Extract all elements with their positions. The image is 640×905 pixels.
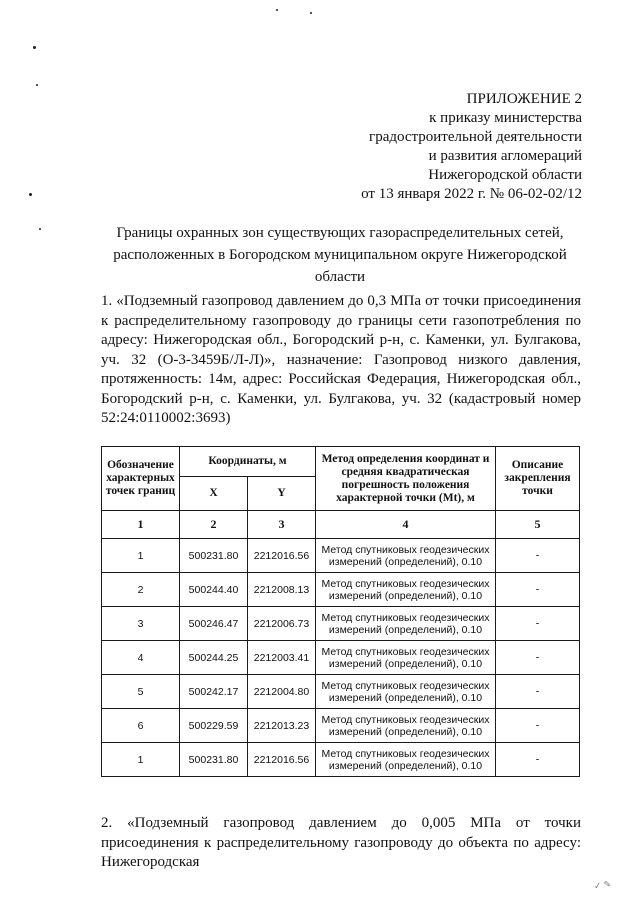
column-number-row	[102, 511, 580, 539]
cell-method: Метод спутниковых геодезических измерений (определений), 0.10	[316, 675, 496, 709]
appendix-line: градостроительной деятельности	[369, 129, 582, 145]
cell-method: Метод спутниковых геодезических измерений (определений), 0.10	[316, 539, 496, 573]
cell-x: 500231.80	[180, 743, 248, 777]
document-title	[100, 222, 580, 288]
table-row	[102, 641, 580, 675]
table-row	[102, 675, 580, 709]
scan-speck	[36, 84, 38, 86]
cell-fixing: -	[496, 743, 580, 777]
column-number: 2	[180, 511, 248, 539]
cell-fixing: -	[496, 709, 580, 743]
table-row	[102, 539, 580, 573]
header-designation: Обозначение характерных точек границ	[102, 447, 180, 511]
header-coordinates: Координаты, м	[180, 447, 316, 477]
cell-fixing: -	[496, 675, 580, 709]
header-method: Метод определения координат и средняя квадратическая погрешность положения характерной точки (Mt), м	[316, 447, 496, 511]
cell-point: 3	[102, 607, 180, 641]
scan-speck	[310, 12, 312, 14]
table-row	[102, 709, 580, 743]
scan-speck	[276, 9, 278, 11]
paragraph-2: 2. «Подземный газопровод давлением до 0,005 МПа от точки присоединения к распределительному газопроводу до объекта по адресу: Нижегородская	[101, 815, 581, 870]
cell-point: 4	[102, 641, 180, 675]
header-fixing: Описание закрепления точки	[496, 447, 580, 511]
title-line: расположенных в Богородском муниципальном округе Нижегородской	[113, 247, 567, 263]
cell-point: 1	[102, 743, 180, 777]
column-number: 3	[248, 511, 316, 539]
column-number: 5	[496, 511, 580, 539]
cell-point: 2	[102, 573, 180, 607]
cell-method: Метод спутниковых геодезических измерений (определений), 0.10	[316, 573, 496, 607]
cell-x: 500242.17	[180, 675, 248, 709]
scan-speck	[33, 46, 36, 49]
cell-y: 2212013.23	[248, 709, 316, 743]
cell-fixing: -	[496, 641, 580, 675]
appendix-line: Нижегородской области	[428, 167, 582, 183]
cell-point: 5	[102, 675, 180, 709]
scan-speck	[29, 193, 32, 196]
cell-y: 2212008.13	[248, 573, 316, 607]
table-row	[102, 607, 580, 641]
cell-method: Метод спутниковых геодезических измерений (определений), 0.10	[316, 709, 496, 743]
cell-method: Метод спутниковых геодезических измерений (определений), 0.10	[316, 607, 496, 641]
cell-y: 2212016.56	[248, 743, 316, 777]
column-number: 1	[102, 511, 180, 539]
cell-x: 500244.40	[180, 573, 248, 607]
cell-y: 2212016.56	[248, 539, 316, 573]
table-row	[102, 743, 580, 777]
header-x: X	[180, 477, 248, 511]
scan-speck	[39, 228, 41, 230]
cell-x: 500246.47	[180, 607, 248, 641]
handwritten-mark: ✓ ✎	[593, 878, 612, 892]
appendix-line: от 13 января 2022 г. № 06-02-02/12	[361, 186, 582, 202]
coordinates-table	[101, 446, 580, 777]
cell-x: 500229.59	[180, 709, 248, 743]
cell-y: 2212006.73	[248, 607, 316, 641]
paragraph-1: 1. «Подземный газопровод давлением до 0,3 МПа от точки присоединения к распределительному газопроводу до границы сети газопотребления по адресу: Нижегородская обл., Богородский р-н, с. Каменки, ул. Булгакова, уч. 32 (О-3-3459Б/Л-Л)», назначение: Газопровод низкого давления, протяженность: 14м, адрес: Российская Федерация, Нижегородская обл., Богородский р-н, с. Каменки, ул. Булгакова, уч. 32 (кадастровый номер 52:24:0110002:3693)	[101, 293, 581, 426]
column-number: 4	[316, 511, 496, 539]
cell-fixing: -	[496, 607, 580, 641]
cell-fixing: -	[496, 573, 580, 607]
title-line: области	[314, 269, 366, 285]
table-header-row	[102, 447, 580, 477]
header-y: Y	[248, 477, 316, 511]
cell-method: Метод спутниковых геодезических измерений (определений), 0.10	[316, 743, 496, 777]
cell-point: 1	[102, 539, 180, 573]
appendix-line: к приказу министерства	[429, 110, 582, 126]
cell-y: 2212003.41	[248, 641, 316, 675]
appendix-line: и развития агломераций	[428, 148, 582, 164]
cell-point: 6	[102, 709, 180, 743]
cell-fixing: -	[496, 539, 580, 573]
cell-y: 2212004.80	[248, 675, 316, 709]
cell-x: 500244.25	[180, 641, 248, 675]
cell-x: 500231.80	[180, 539, 248, 573]
appendix-line: ПРИЛОЖЕНИЕ 2	[466, 91, 582, 107]
title-line: Границы охранных зон существующих газораспределительных сетей,	[116, 225, 564, 241]
table-row	[102, 573, 580, 607]
cell-method: Метод спутниковых геодезических измерений (определений), 0.10	[316, 641, 496, 675]
appendix-block	[361, 90, 582, 204]
